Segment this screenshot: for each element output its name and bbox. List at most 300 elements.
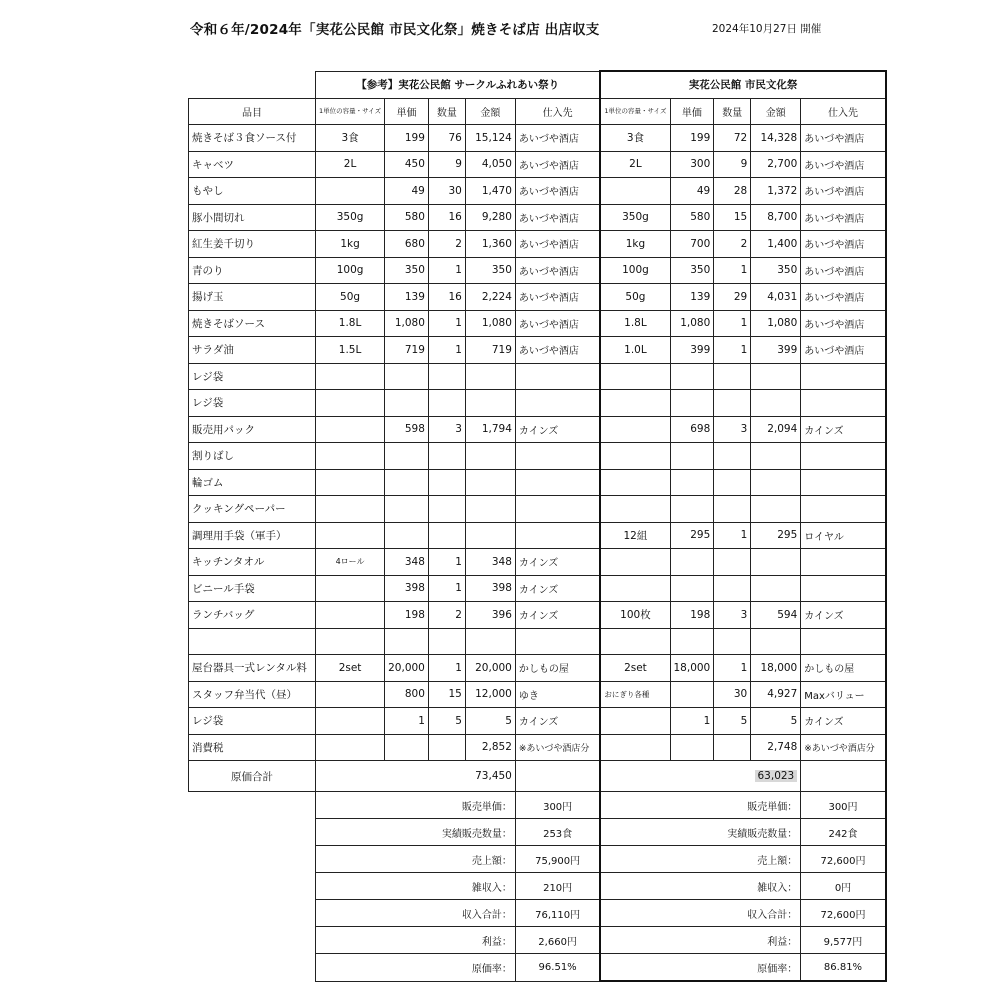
- supplier-left: あいづや酒店: [515, 151, 600, 178]
- summary-row: [189, 927, 886, 954]
- summary-value-left: 76,110円: [515, 900, 600, 927]
- group-header-row: [189, 71, 886, 98]
- price-right: 698: [670, 416, 714, 443]
- amount-left: 348: [465, 549, 515, 576]
- amount-left: 20,000: [465, 655, 515, 682]
- summary-label-right: 原価率：: [600, 954, 800, 982]
- supplier-left: あいづや酒店: [515, 178, 600, 205]
- amount-right: [751, 549, 801, 576]
- amount-left: 1,470: [465, 178, 515, 205]
- qty-left: 1: [428, 549, 465, 576]
- price-right: [670, 363, 714, 390]
- unit-right: [600, 469, 670, 496]
- col-qty-left: 数量: [428, 98, 465, 125]
- table-row: [189, 151, 886, 178]
- summary-value-right: 242食: [801, 819, 886, 846]
- unit-left: [316, 602, 385, 629]
- table-row: [189, 602, 886, 629]
- summary-label-left: 実績販売数量：: [316, 819, 516, 846]
- summary-value-left: 253食: [515, 819, 600, 846]
- price-left: 580: [385, 204, 429, 231]
- col-unit-right: 1単位の容量・サイズ: [600, 98, 670, 125]
- table-row: [189, 125, 886, 152]
- amount-right: 14,328: [751, 125, 801, 152]
- summary-value-left: 210円: [515, 873, 600, 900]
- supplier-left: あいづや酒店: [515, 310, 600, 337]
- qty-left: 15: [428, 681, 465, 708]
- summary-value-right: 72,600円: [801, 846, 886, 873]
- qty-right: 1: [714, 522, 751, 549]
- price-left: 350: [385, 257, 429, 284]
- summary-label-right: 実績販売数量：: [600, 819, 800, 846]
- amount-left: [465, 469, 515, 496]
- supplier-left: あいづや酒店: [515, 125, 600, 152]
- price-right: 49: [670, 178, 714, 205]
- price-left: [385, 496, 429, 523]
- price-left: 199: [385, 125, 429, 152]
- group-left-title: 【参考】実花公民館 サークルふれあい祭り: [316, 71, 601, 98]
- amount-right: 1,080: [751, 310, 801, 337]
- amount-right: 8,700: [751, 204, 801, 231]
- supplier-left: カインズ: [515, 549, 600, 576]
- table-row: [189, 655, 886, 682]
- unit-right: [600, 734, 670, 761]
- table-row: [189, 496, 886, 523]
- qty-left: [428, 522, 465, 549]
- item-name: 青のり: [189, 257, 316, 284]
- table-row: [189, 231, 886, 258]
- item-name: レジ袋: [189, 708, 316, 735]
- unit-right: 1.8L: [600, 310, 670, 337]
- supplier-right: あいづや酒店: [801, 151, 886, 178]
- qty-right: 9: [714, 151, 751, 178]
- table-row: [189, 469, 886, 496]
- item-name: スタッフ弁当代（昼）: [189, 681, 316, 708]
- unit-right: [600, 549, 670, 576]
- qty-right: 30: [714, 681, 751, 708]
- supplier-right: [801, 628, 886, 655]
- table-row: [189, 708, 886, 735]
- amount-right: [751, 390, 801, 417]
- unit-right: おにぎり各種: [600, 681, 670, 708]
- summary-value-left: 75,900円: [515, 846, 600, 873]
- unit-left: [316, 734, 385, 761]
- supplier-left: [515, 390, 600, 417]
- qty-right: 28: [714, 178, 751, 205]
- summary-label-left: 販売単価：: [316, 792, 516, 819]
- qty-right: [714, 496, 751, 523]
- summary-row: [189, 873, 886, 900]
- amount-right: 295: [751, 522, 801, 549]
- summary-row: [189, 846, 886, 873]
- price-left: 1,080: [385, 310, 429, 337]
- price-right: 198: [670, 602, 714, 629]
- unit-left: 2set: [316, 655, 385, 682]
- qty-left: [428, 363, 465, 390]
- supplier-right: あいづや酒店: [801, 125, 886, 152]
- qty-right: 1: [714, 310, 751, 337]
- qty-left: 9: [428, 151, 465, 178]
- item-name: 輪ゴム: [189, 469, 316, 496]
- price-right: [670, 496, 714, 523]
- table-row: [189, 257, 886, 284]
- summary-value-left: 96.51%: [515, 954, 600, 982]
- qty-left: [428, 443, 465, 470]
- amount-left: 4,050: [465, 151, 515, 178]
- unit-left: 100g: [316, 257, 385, 284]
- amount-right: [751, 363, 801, 390]
- unit-left: [316, 390, 385, 417]
- amount-left: 1,080: [465, 310, 515, 337]
- qty-right: [714, 734, 751, 761]
- page-title: 令和６年/2024年「実花公民館 市民文化祭」焼きそば店 出店収支: [190, 22, 600, 38]
- summary-row: [189, 954, 886, 982]
- amount-left: 396: [465, 602, 515, 629]
- item-name: キャベツ: [189, 151, 316, 178]
- price-right: [670, 469, 714, 496]
- price-left: 139: [385, 284, 429, 311]
- amount-left: 5: [465, 708, 515, 735]
- col-supplier-right: 仕入先: [801, 98, 886, 125]
- supplier-right: ロイヤル: [801, 522, 886, 549]
- price-right: [670, 575, 714, 602]
- supplier-right: [801, 443, 886, 470]
- qty-right: [714, 469, 751, 496]
- amount-right: 594: [751, 602, 801, 629]
- qty-right: 1: [714, 337, 751, 364]
- amount-left: 719: [465, 337, 515, 364]
- unit-left: 1.5L: [316, 337, 385, 364]
- qty-left: 5: [428, 708, 465, 735]
- supplier-right: [801, 575, 886, 602]
- amount-right: [751, 469, 801, 496]
- supplier-left: カインズ: [515, 575, 600, 602]
- qty-right: 3: [714, 602, 751, 629]
- table-row: [189, 310, 886, 337]
- price-right: [670, 681, 714, 708]
- item-name: レジ袋: [189, 363, 316, 390]
- supplier-right: あいづや酒店: [801, 310, 886, 337]
- price-right: 199: [670, 125, 714, 152]
- supplier-right: かしもの屋: [801, 655, 886, 682]
- qty-left: 1: [428, 575, 465, 602]
- table-row: [189, 390, 886, 417]
- table-row: [189, 734, 886, 761]
- unit-right: [600, 628, 670, 655]
- table-row: [189, 549, 886, 576]
- supplier-left: あいづや酒店: [515, 204, 600, 231]
- price-right: 1: [670, 708, 714, 735]
- supplier-left: あいづや酒店: [515, 231, 600, 258]
- qty-right: 72: [714, 125, 751, 152]
- table-row: [189, 681, 886, 708]
- unit-left: [316, 363, 385, 390]
- summary-label-right: 雑収入：: [600, 873, 800, 900]
- summary-row: [189, 792, 886, 819]
- unit-right: 350g: [600, 204, 670, 231]
- cost-total-label: 原価合計: [189, 761, 316, 792]
- amount-left: [465, 363, 515, 390]
- qty-left: [428, 628, 465, 655]
- amount-right: 350: [751, 257, 801, 284]
- col-item: 品目: [189, 98, 316, 125]
- amount-right: 2,094: [751, 416, 801, 443]
- amount-right: [751, 628, 801, 655]
- item-name: 調理用手袋（軍手）: [189, 522, 316, 549]
- unit-right: 1.0L: [600, 337, 670, 364]
- price-left: 680: [385, 231, 429, 258]
- unit-right: 1kg: [600, 231, 670, 258]
- price-right: [670, 390, 714, 417]
- unit-right: 100枚: [600, 602, 670, 629]
- table-row: [189, 337, 886, 364]
- qty-left: 1: [428, 655, 465, 682]
- price-right: 300: [670, 151, 714, 178]
- qty-left: 16: [428, 204, 465, 231]
- summary-value-right: 72,600円: [801, 900, 886, 927]
- qty-left: 1: [428, 337, 465, 364]
- table-row: [189, 284, 886, 311]
- amount-left: [465, 390, 515, 417]
- supplier-right: カインズ: [801, 708, 886, 735]
- amount-right: 2,700: [751, 151, 801, 178]
- amount-right: [751, 575, 801, 602]
- item-name: キッチンタオル: [189, 549, 316, 576]
- qty-left: 30: [428, 178, 465, 205]
- cost-total-right: 63,023: [755, 770, 798, 782]
- price-right: [670, 628, 714, 655]
- qty-left: 16: [428, 284, 465, 311]
- group-right-title: 実花公民館 市民文化祭: [600, 71, 885, 98]
- amount-right: 18,000: [751, 655, 801, 682]
- qty-right: [714, 575, 751, 602]
- price-left: 198: [385, 602, 429, 629]
- summary-value-left: 300円: [515, 792, 600, 819]
- supplier-left: [515, 443, 600, 470]
- amount-right: 4,031: [751, 284, 801, 311]
- amount-right: [751, 443, 801, 470]
- unit-left: 50g: [316, 284, 385, 311]
- unit-left: [316, 681, 385, 708]
- qty-left: 3: [428, 416, 465, 443]
- amount-left: [465, 628, 515, 655]
- qty-right: 5: [714, 708, 751, 735]
- price-right: [670, 443, 714, 470]
- table-row: [189, 443, 886, 470]
- unit-right: 50g: [600, 284, 670, 311]
- item-name: レジ袋: [189, 390, 316, 417]
- supplier-right: あいづや酒店: [801, 257, 886, 284]
- event-date: 2024年10月27日 開催: [712, 23, 822, 35]
- supplier-left: カインズ: [515, 416, 600, 443]
- table-row: [189, 178, 886, 205]
- summary-row: [189, 819, 886, 846]
- unit-left: [316, 469, 385, 496]
- price-left: [385, 390, 429, 417]
- unit-left: [316, 575, 385, 602]
- summary-label-left: 原価率：: [316, 954, 516, 982]
- supplier-right: Maxバリュー: [801, 681, 886, 708]
- item-name: 揚げ玉: [189, 284, 316, 311]
- supplier-left: ※あいづや酒店分: [515, 734, 600, 761]
- price-left: 1: [385, 708, 429, 735]
- unit-left: [316, 416, 385, 443]
- supplier-right: あいづや酒店: [801, 284, 886, 311]
- amount-right: 1,372: [751, 178, 801, 205]
- price-right: 1,080: [670, 310, 714, 337]
- amount-right: 2,748: [751, 734, 801, 761]
- unit-left: 4ロール: [316, 549, 385, 576]
- price-left: [385, 522, 429, 549]
- table-row: [189, 363, 886, 390]
- amount-left: 9,280: [465, 204, 515, 231]
- table-row: [189, 575, 886, 602]
- qty-right: 3: [714, 416, 751, 443]
- amount-right: [751, 496, 801, 523]
- supplier-right: あいづや酒店: [801, 231, 886, 258]
- amount-left: 2,852: [465, 734, 515, 761]
- price-right: 18,000: [670, 655, 714, 682]
- item-name: クッキングペーパー: [189, 496, 316, 523]
- supplier-right: [801, 390, 886, 417]
- price-left: 598: [385, 416, 429, 443]
- summary-label-right: 収入合計：: [600, 900, 800, 927]
- qty-left: [428, 496, 465, 523]
- qty-left: [428, 734, 465, 761]
- qty-left: 2: [428, 231, 465, 258]
- amount-left: 15,124: [465, 125, 515, 152]
- supplier-left: カインズ: [515, 708, 600, 735]
- summary-label-right: 利益：: [600, 927, 800, 954]
- price-right: 399: [670, 337, 714, 364]
- unit-left: 1.8L: [316, 310, 385, 337]
- amount-right: 1,400: [751, 231, 801, 258]
- item-name: もやし: [189, 178, 316, 205]
- item-name: [189, 628, 316, 655]
- supplier-right: あいづや酒店: [801, 178, 886, 205]
- amount-left: 2,224: [465, 284, 515, 311]
- amount-left: 350: [465, 257, 515, 284]
- column-header-row: [189, 98, 886, 125]
- qty-right: [714, 628, 751, 655]
- unit-left: 2L: [316, 151, 385, 178]
- supplier-left: ゆき: [515, 681, 600, 708]
- col-price-right: 単価: [670, 98, 714, 125]
- table-row: [189, 204, 886, 231]
- qty-right: 29: [714, 284, 751, 311]
- summary-label-left: 利益：: [316, 927, 516, 954]
- summary-value-right: 300円: [801, 792, 886, 819]
- price-right: [670, 734, 714, 761]
- unit-left: [316, 443, 385, 470]
- price-right: 580: [670, 204, 714, 231]
- unit-left: 1kg: [316, 231, 385, 258]
- supplier-left: あいづや酒店: [515, 284, 600, 311]
- unit-left: [316, 178, 385, 205]
- unit-right: [600, 575, 670, 602]
- qty-right: 2: [714, 231, 751, 258]
- qty-right: 15: [714, 204, 751, 231]
- price-left: [385, 628, 429, 655]
- supplier-left: [515, 496, 600, 523]
- item-name: 焼きそばソース: [189, 310, 316, 337]
- amount-right: 5: [751, 708, 801, 735]
- supplier-left: [515, 522, 600, 549]
- price-left: [385, 443, 429, 470]
- amount-left: 1,360: [465, 231, 515, 258]
- price-left: 450: [385, 151, 429, 178]
- qty-left: [428, 390, 465, 417]
- amount-left: [465, 443, 515, 470]
- supplier-right: [801, 363, 886, 390]
- amount-left: 1,794: [465, 416, 515, 443]
- unit-right: [600, 363, 670, 390]
- amount-left: 12,000: [465, 681, 515, 708]
- amount-right: 4,927: [751, 681, 801, 708]
- price-left: [385, 363, 429, 390]
- summary-label-left: 収入合計：: [316, 900, 516, 927]
- amount-left: 398: [465, 575, 515, 602]
- supplier-left: カインズ: [515, 602, 600, 629]
- col-price-left: 単価: [385, 98, 429, 125]
- unit-right: [600, 390, 670, 417]
- table-row: [189, 628, 886, 655]
- supplier-left: [515, 628, 600, 655]
- unit-right: 100g: [600, 257, 670, 284]
- summary-value-right: 86.81%: [801, 954, 886, 982]
- col-supplier-left: 仕入先: [515, 98, 600, 125]
- price-left: [385, 469, 429, 496]
- qty-right: [714, 443, 751, 470]
- item-name: ランチバッグ: [189, 602, 316, 629]
- amount-left: [465, 496, 515, 523]
- unit-left: [316, 628, 385, 655]
- table-row: [189, 416, 886, 443]
- item-name: 豚小間切れ: [189, 204, 316, 231]
- income-expense-table: [188, 70, 887, 982]
- summary-value-left: 2,660円: [515, 927, 600, 954]
- item-name: サラダ油: [189, 337, 316, 364]
- col-unit-left: 1単位の容量・サイズ: [316, 98, 385, 125]
- unit-right: 3食: [600, 125, 670, 152]
- unit-right: [600, 443, 670, 470]
- qty-left: 1: [428, 310, 465, 337]
- supplier-right: あいづや酒店: [801, 337, 886, 364]
- item-name: 販売用パック: [189, 416, 316, 443]
- unit-left: [316, 522, 385, 549]
- supplier-right: [801, 496, 886, 523]
- supplier-right: あいづや酒店: [801, 204, 886, 231]
- supplier-left: あいづや酒店: [515, 257, 600, 284]
- supplier-right: [801, 549, 886, 576]
- price-right: 139: [670, 284, 714, 311]
- price-left: 800: [385, 681, 429, 708]
- unit-right: [600, 416, 670, 443]
- unit-right: 2L: [600, 151, 670, 178]
- qty-right: [714, 363, 751, 390]
- qty-right: [714, 390, 751, 417]
- supplier-left: かしもの屋: [515, 655, 600, 682]
- unit-left: 3食: [316, 125, 385, 152]
- price-left: 20,000: [385, 655, 429, 682]
- item-name: 割りばし: [189, 443, 316, 470]
- summary-value-right: 9,577円: [801, 927, 886, 954]
- supplier-left: あいづや酒店: [515, 337, 600, 364]
- price-left: 49: [385, 178, 429, 205]
- col-amount-left: 金額: [465, 98, 515, 125]
- cost-total-left: 73,450: [316, 761, 516, 792]
- col-amount-right: 金額: [751, 98, 801, 125]
